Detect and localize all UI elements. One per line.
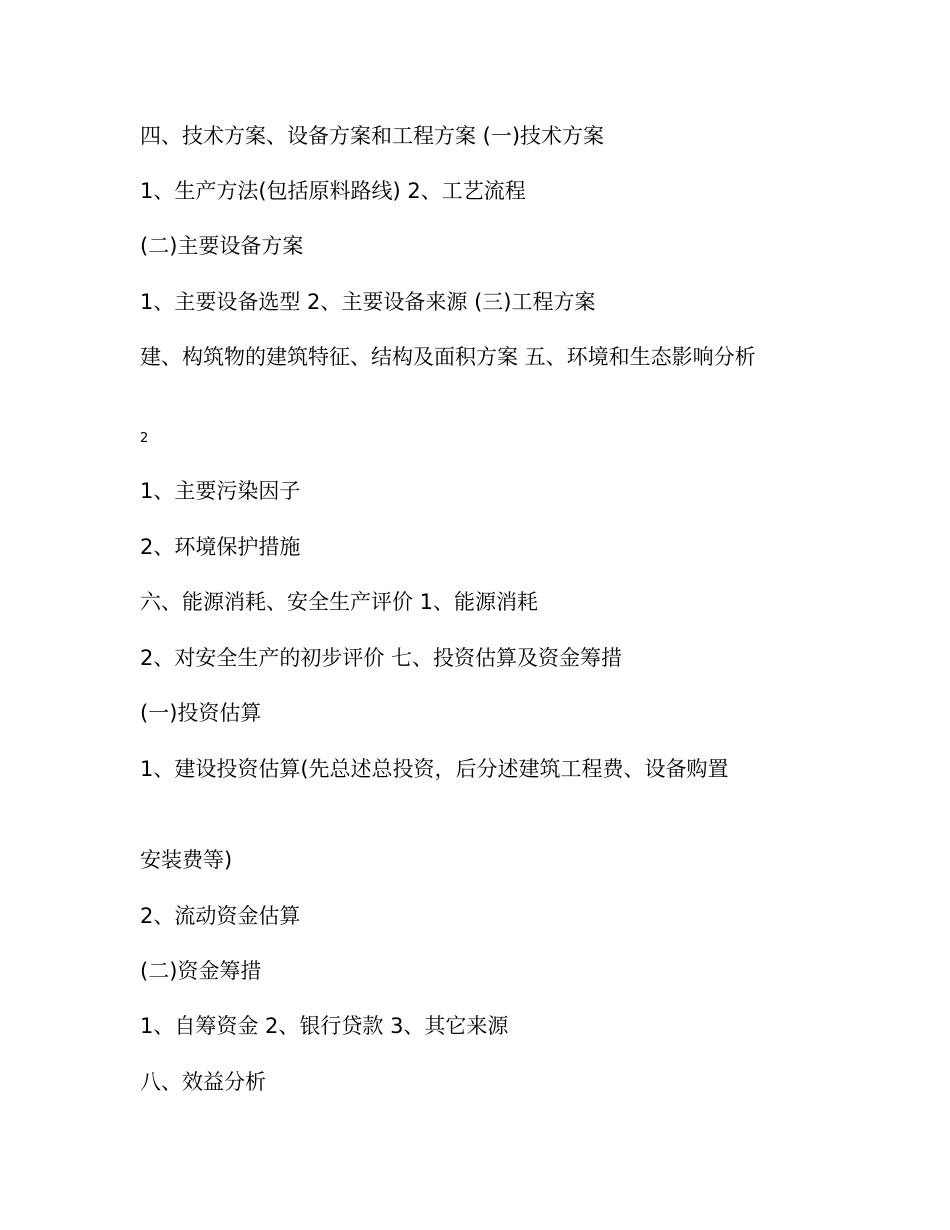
construction-investment-line: 1、建设投资估算(先总述总投资，后分述建筑工程费、设备购置	[140, 757, 729, 781]
fund-raising-heading: (二)资金筹措	[140, 959, 262, 983]
section-8-heading: 八、效益分析	[140, 1070, 266, 1094]
fund-sources-line: 1、自筹资金 2、银行贷款 3、其它来源	[140, 1014, 509, 1038]
installation-fee-line: 安装费等)	[140, 848, 233, 872]
investment-estimate-heading: (一)投资估算	[140, 701, 262, 725]
production-method-line: 1、生产方法(包括原料路线) 2、工艺流程	[140, 179, 526, 203]
building-structure-line: 建、构筑物的建筑特征、结构及面积方案 五、环境和生态影响分析	[140, 345, 756, 369]
main-equipment-heading: (二)主要设备方案	[140, 234, 304, 258]
pollution-factor-line: 1、主要污染因子	[140, 479, 301, 503]
section-6-heading: 六、能源消耗、安全生产评价 1、能源消耗	[140, 590, 539, 614]
equipment-selection-line: 1、主要设备选型 2、主要设备来源 (三)工程方案	[140, 290, 596, 314]
environment-protection-line: 2、环境保护措施	[140, 535, 301, 559]
safety-evaluation-line: 2、对安全生产的初步评价 七、投资估算及资金筹措	[140, 646, 623, 670]
section-4-heading: 四、技术方案、设备方案和工程方案 (一)技术方案	[140, 124, 605, 148]
working-capital-line: 2、流动资金估算	[140, 904, 301, 928]
page-number: 2	[140, 431, 149, 446]
